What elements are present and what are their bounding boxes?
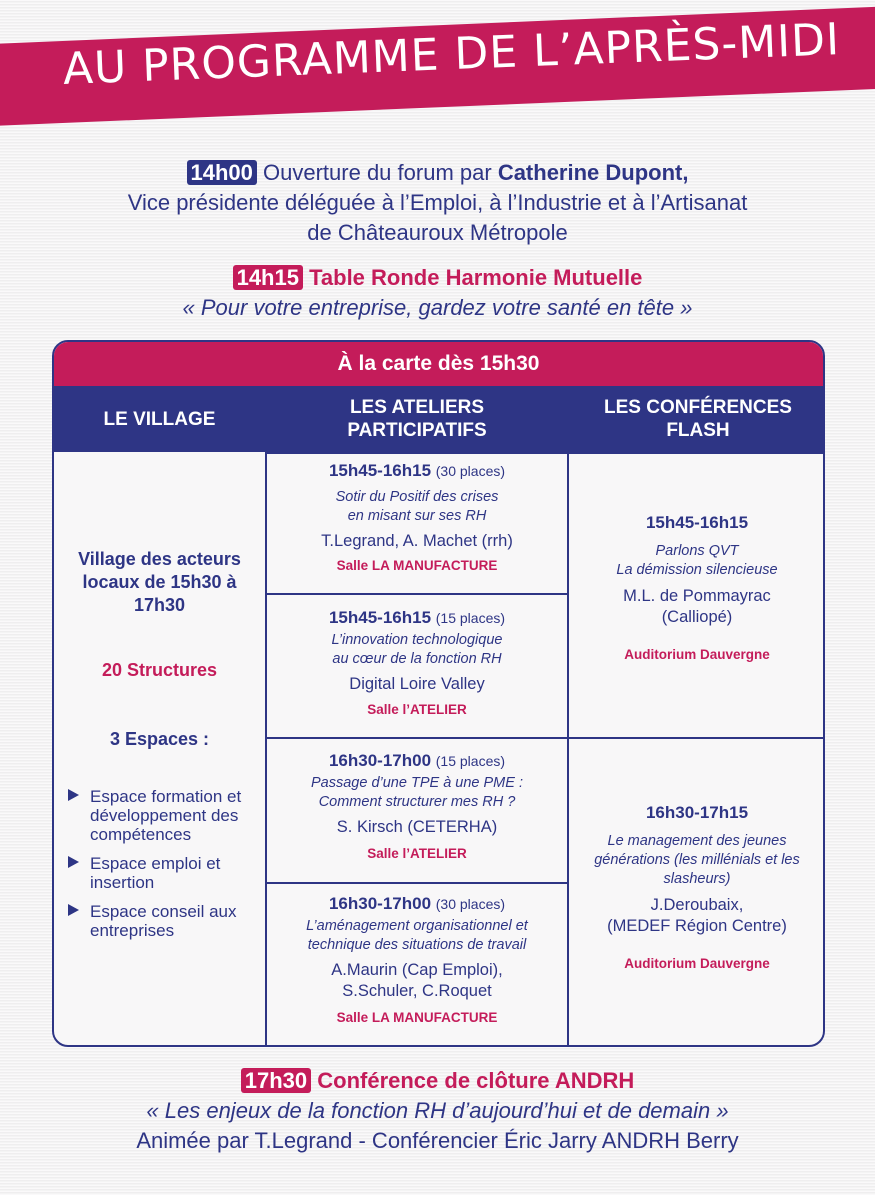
opening-speaker: Catherine Dupont,	[497, 160, 689, 185]
opening-section	[0, 158, 875, 248]
roundtable-section	[0, 263, 875, 323]
closing-credits: Animée par T.Legrand - Conférencier Éric Jarry ANDRH Berry	[136, 1128, 739, 1153]
atelier-room: Salle LA MANUFACTURE	[336, 558, 498, 573]
conference-room: Auditorium Dauvergne	[624, 956, 770, 971]
atelier-title: Sotir du Positif des crises en misant sur ses RH	[335, 489, 499, 524]
atelier-speakers: Digital Loire Valley	[349, 675, 485, 693]
conference-room: Auditorium Dauvergne	[624, 647, 770, 662]
divider	[265, 452, 825, 454]
atelier-speakers: S. Kirsch (CETERHA)	[336, 818, 498, 836]
conference-title: Parlons QVT	[655, 543, 739, 559]
triangle-bullet-icon	[68, 789, 79, 801]
conference-title: Le management des jeunes générations (les millénials et les slasheurs)	[594, 833, 800, 887]
conference-speakers: (Calliopé)	[661, 608, 733, 626]
closing-title: Conférence de clôture ANDRH	[317, 1068, 635, 1093]
conference-time: 15h45-16h15	[645, 513, 749, 532]
roundtable-quote: « Pour votre entreprise, gardez votre santé en tête »	[182, 295, 693, 320]
opening-time-badge: 14h00	[187, 160, 257, 185]
conference-time: 16h30-17h15	[645, 803, 749, 822]
atelier-room: Salle l’ATELIER	[367, 846, 467, 861]
opening-text: Ouverture du forum par	[263, 160, 492, 185]
atelier-title: L’aménagement organisationnel et technique des situations de travail	[306, 918, 528, 953]
list-item: Espace emploi et insertion	[66, 854, 256, 892]
opening-line2: Vice présidente déléguée à l’Emploi, à l’Industrie et à l’Artisanat	[127, 190, 748, 215]
triangle-bullet-icon	[68, 904, 79, 916]
village-espaces-title: 3 Espaces :	[109, 729, 210, 749]
divider	[267, 593, 567, 595]
conference-2	[569, 802, 825, 973]
conference-title: La démission silencieuse	[616, 562, 778, 578]
program-header: À la carte dès 15h30	[54, 342, 823, 386]
village-title: Village des acteurs locaux de 15h30 à 17h30	[78, 549, 241, 615]
atelier-speakers: T.Legrand, A. Machet (rrh)	[321, 532, 513, 550]
list-item: Espace conseil aux entreprises	[66, 902, 256, 940]
atelier-title: Passage d’une TPE à une PME : Comment structurer mes RH ?	[311, 775, 523, 810]
col-head-conferences: LES CONFÉRENCES FLASH	[569, 386, 825, 452]
col-head-ateliers: LES ATELIERS PARTICIPATIFS	[267, 386, 567, 452]
triangle-bullet-icon	[68, 856, 79, 868]
conference-1	[569, 512, 825, 664]
page-title: AU PROGRAMME DE L’APRÈS-MIDI	[62, 14, 841, 95]
atelier-room: Salle l’ATELIER	[367, 702, 467, 717]
roundtable-title: Table Ronde Harmonie Mutuelle	[309, 265, 643, 290]
atelier-title: L’innovation technologique au cœur de la fonction RH	[331, 632, 503, 667]
village-espaces-list	[66, 787, 256, 950]
program-table	[52, 340, 825, 1047]
divider	[267, 882, 567, 884]
list-item: Espace formation et développement des compétences	[66, 787, 256, 844]
atelier-3: 16h30-17h00 (15 places) Passage d’une TPE à une PME : Comment structurer mes RH ? S. Kirsch (CETERHA) Salle l’ATELIER	[267, 750, 567, 863]
atelier-room: Salle LA MANUFACTURE	[336, 1010, 498, 1025]
atelier-4: 16h30-17h00 (30 places) L’aménagement organisationnel et technique des situations de travail A.Maurin (Cap Emploi), S.Schuler, C.Roquet Salle LA MANUFACTURE	[267, 893, 567, 1027]
col-head-village: LE VILLAGE	[54, 386, 265, 452]
roundtable-time-badge: 14h15	[233, 265, 303, 290]
conference-speakers: M.L. de Pommayrac	[623, 587, 771, 605]
atelier-2: 15h45-16h15 (15 places) L’innovation technologique au cœur de la fonction RH Digital Loire Valley Salle l’ATELIER	[267, 607, 567, 719]
closing-quote: « Les enjeux de la fonction RH d’aujourd’hui et de demain »	[146, 1098, 729, 1123]
atelier-speakers: A.Maurin (Cap Emploi), S.Schuler, C.Roquet	[331, 961, 503, 1000]
conference-speakers: (MEDEF Région Centre)	[607, 917, 787, 935]
village-structures: 20 Structures	[101, 660, 218, 680]
opening-line3: de Châteauroux Métropole	[307, 220, 568, 245]
atelier-1: 15h45-16h15 (30 places) Sotir du Positif des crises en misant sur ses RH T.Legrand, A. Machet (rrh) Salle LA MANUFACTURE	[267, 460, 567, 575]
closing-time-badge: 17h30	[241, 1068, 311, 1093]
village-cell	[54, 548, 265, 751]
conference-speakers: J.Deroubaix,	[650, 896, 744, 914]
closing-section	[0, 1066, 875, 1156]
divider	[267, 737, 825, 739]
